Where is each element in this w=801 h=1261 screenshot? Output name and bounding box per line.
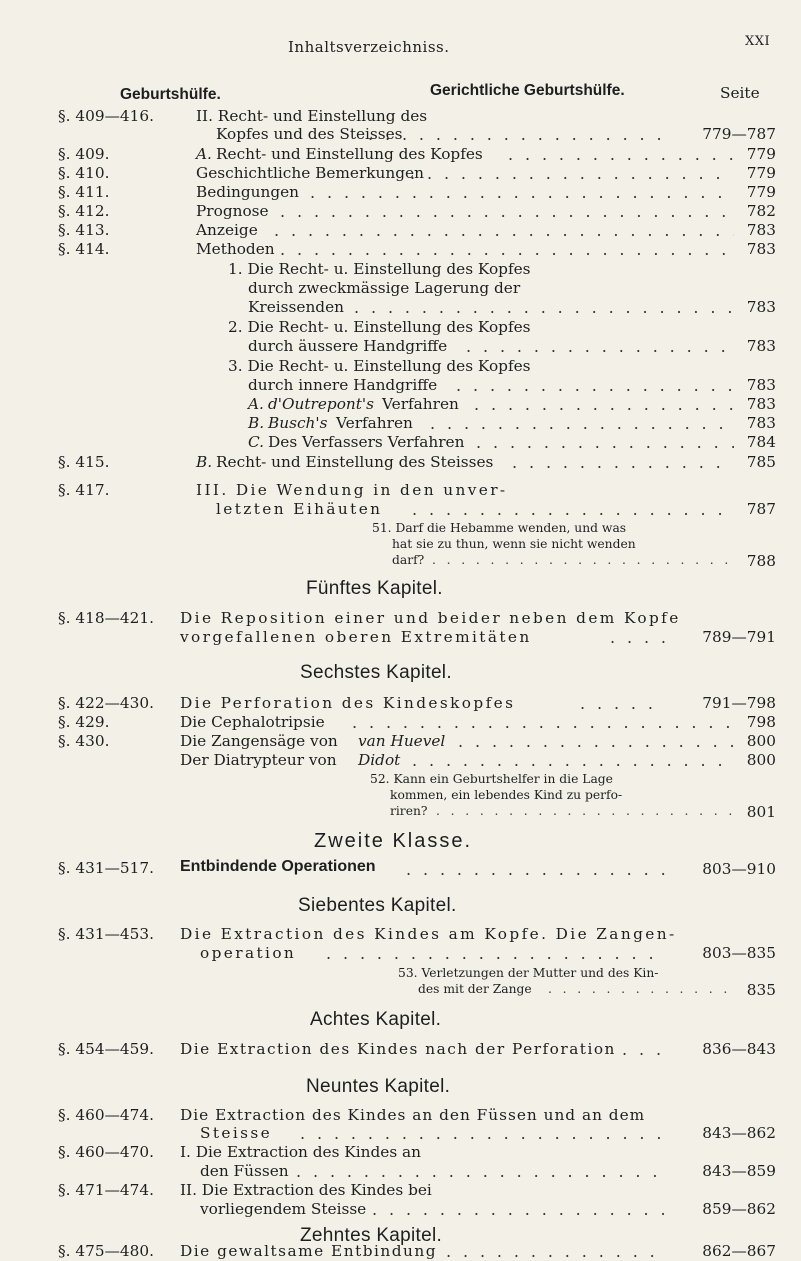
toc-entry-title: Geschichtliche Bemerkungen [196, 164, 424, 182]
toc-entry-title: den Füssen [200, 1162, 289, 1180]
toc-section-number: §. 471—474. [58, 1181, 154, 1199]
question-entry: riren? [390, 804, 428, 818]
toc-entry-title: Bedingungen [196, 183, 300, 201]
toc-page-ref: 789—791 [702, 628, 776, 646]
dot-leader [430, 414, 734, 433]
toc-page-ref: 800 [746, 732, 776, 750]
toc-subentry-title: 2. Die Recht- u. Einstellung des Kopfes [228, 318, 531, 336]
toc-section-number: §. 475—480. [58, 1242, 154, 1260]
toc-subentry-prefix: C. [248, 433, 265, 451]
page-column-label: Seite [720, 84, 760, 102]
dot-leader [508, 145, 734, 164]
toc-entry-title: II. Die Extraction des Kindes bei [180, 1181, 432, 1199]
toc-page-ref: 783 [746, 298, 776, 316]
toc-section-number: §. 413. [58, 221, 110, 239]
toc-page-ref: 800 [746, 751, 776, 769]
toc-section-number: §. 411. [58, 183, 110, 201]
column-heading-left: Geburtshülfe. [120, 86, 221, 103]
toc-page-ref: 783 [746, 376, 776, 394]
dot-leader [580, 694, 666, 713]
toc-page-ref: 779—787 [702, 125, 776, 143]
toc-page-ref: 787 [746, 500, 776, 518]
dot-leader [512, 453, 734, 472]
dot-leader [412, 751, 734, 770]
dot-leader [326, 944, 666, 963]
toc-page-ref: 859—862 [702, 1200, 776, 1218]
dot-leader [446, 1242, 666, 1261]
toc-section-number: §. 431—517. [58, 859, 154, 877]
toc-entry-title: Die Extraction des Kindes nach der Perforation [180, 1040, 616, 1058]
toc-subentry-prefix: A. [248, 395, 264, 413]
toc-entry-title: III. Die Wendung in den unver- [196, 481, 508, 499]
toc-entry-title: Die Extraction des Kindes am Kopfe. Die Zangen- [180, 925, 677, 943]
toc-page-ref: 779 [746, 164, 776, 182]
toc-entry-title: vorgefallenen oberen Extremitäten [180, 628, 532, 646]
toc-page-ref: 782 [746, 202, 776, 220]
dot-leader [476, 433, 734, 452]
toc-page-ref: 783 [746, 240, 776, 258]
toc-section-number: §. 460—470. [58, 1143, 154, 1161]
toc-entry-title: Die gewaltsame Entbindung [180, 1242, 438, 1260]
chapter-heading: Siebentes Kapitel. [298, 895, 457, 916]
toc-subentry-title: 1. Die Recht- u. Einstellung des Kopfes [228, 260, 531, 278]
question-entry: darf? [392, 553, 425, 567]
dot-leader [274, 221, 734, 240]
toc-entry-title: Anzeige [196, 221, 258, 239]
toc-section-number: §. 430. [58, 732, 110, 750]
toc-page-ref: 783 [746, 337, 776, 355]
chapter-heading: Neuntes Kapitel. [306, 1076, 451, 1097]
toc-page-ref: 836—843 [702, 1040, 776, 1058]
toc-section-number: §. 418—421. [58, 609, 154, 627]
toc-section-number: §. 417. [58, 481, 110, 499]
dot-leader [458, 732, 734, 751]
dot-leader [300, 1124, 666, 1143]
toc-section-number: §. 460—474. [58, 1106, 154, 1124]
running-title: Inhaltsverzeichniss. [288, 38, 450, 56]
question-entry: kommen, ein lebendes Kind zu perfo- [390, 788, 623, 802]
toc-entry-title: Kopfes und des Steisses [216, 125, 403, 143]
toc-subentry-title: Verfahren [336, 414, 413, 432]
toc-page-ref: 791—798 [702, 694, 776, 712]
toc-page-ref: 783 [746, 414, 776, 432]
dot-leader [466, 337, 734, 356]
chapter-heading: Fünftes Kapitel. [306, 578, 443, 599]
question-entry: des mit der Zange [418, 982, 532, 996]
toc-page-ref: 803—835 [702, 944, 776, 962]
dot-leader [412, 500, 734, 519]
dot-leader [436, 804, 732, 818]
dot-leader [432, 553, 732, 567]
dot-leader [280, 202, 734, 221]
toc-page-ref: 843—859 [702, 1162, 776, 1180]
dot-leader [610, 628, 666, 647]
toc-section-number: §. 410. [58, 164, 110, 182]
author-name: d'Outrepont's [268, 395, 374, 413]
toc-page-ref: 798 [746, 713, 776, 731]
toc-entry-title: I. Die Extraction des Kindes an [180, 1143, 422, 1161]
toc-entry-title: Methoden [196, 240, 275, 258]
toc-page-ref: 779 [746, 145, 776, 163]
toc-entry-title: Steisse [200, 1124, 273, 1142]
question-entry: 51. Darf die Hebamme wenden, und was [372, 521, 627, 535]
dot-leader [410, 164, 734, 183]
question-entry: 53. Verletzungen der Mutter und des Kin- [398, 966, 659, 980]
dot-leader [456, 376, 734, 395]
toc-entry-title: Prognose [196, 202, 269, 220]
class-heading: Zweite Klasse. [314, 830, 473, 852]
toc-section-number: §. 429. [58, 713, 110, 731]
toc-subentry-title: durch äussere Handgriffe [248, 337, 448, 355]
question-entry: hat sie zu thun, wenn sie nicht wenden [392, 537, 636, 551]
chapter-heading: Sechstes Kapitel. [300, 662, 452, 683]
dot-leader [548, 982, 734, 996]
toc-page-ref: 784 [746, 433, 776, 451]
toc-entry-prefix: A. [196, 145, 212, 163]
toc-page-ref: 788 [746, 552, 776, 570]
toc-page-ref: 785 [746, 453, 776, 471]
dot-leader [296, 1162, 666, 1181]
dot-leader [354, 298, 734, 317]
toc-page-ref: 801 [746, 803, 776, 821]
toc-section-number: §. 422—430. [58, 694, 154, 712]
toc-page-ref: 803—910 [702, 860, 776, 878]
dot-leader [372, 1200, 666, 1219]
toc-page-ref: 779 [746, 183, 776, 201]
question-entry: 52. Kann ein Geburtshelfer in die Lage [370, 772, 613, 786]
author-name: van Huevel [358, 732, 446, 750]
toc-entry-title: Die Cephalotripsie [180, 713, 325, 731]
column-heading-center: Gerichtliche Geburtshülfe. [430, 82, 625, 99]
toc-entry-title: Entbindende Operationen [180, 858, 376, 875]
toc-subentry-title: Verfahren [382, 395, 459, 413]
toc-section-number: §. 415. [58, 453, 110, 471]
toc-entry-title: letzten Eihäuten [216, 500, 383, 518]
toc-page-ref: 862—867 [702, 1242, 776, 1260]
dot-leader [310, 183, 734, 202]
toc-section-number: §. 412. [58, 202, 110, 220]
toc-section-number: §. 414. [58, 240, 110, 258]
toc-subentry-title: durch innere Handgriffe [248, 376, 438, 394]
page-number: XXI [745, 34, 771, 49]
author-name: Didot [358, 751, 401, 769]
toc-entry-title: Die Perforation des Kindeskopfes [180, 694, 516, 712]
author-name: Busch's [268, 414, 328, 432]
toc-entry-title: Recht- und Einstellung des Steisses [216, 453, 494, 471]
toc-entry-prefix: B. [196, 453, 213, 471]
toc-section-number: §. 431—453. [58, 925, 154, 943]
chapter-heading: Zehntes Kapitel. [300, 1225, 443, 1246]
toc-section-number: §. 409. [58, 145, 110, 163]
toc-subentry-title: Kreissenden [248, 298, 344, 316]
dot-leader [406, 860, 666, 879]
toc-subentry-title: 3. Die Recht- u. Einstellung des Kopfes [228, 357, 531, 375]
toc-entry-title: Der Diatrypteur von [180, 751, 337, 769]
toc-entry-title: vorliegendem Steisse [200, 1200, 367, 1218]
toc-subentry-title: Des Verfassers Verfahren [268, 433, 465, 451]
toc-section-number: §. 454—459. [58, 1040, 154, 1058]
dot-leader [352, 713, 734, 732]
dot-leader [622, 1040, 666, 1059]
toc-entry-title: Recht- und Einstellung des Kopfes [216, 145, 483, 163]
dot-leader [280, 240, 734, 259]
toc-page-ref: 783 [746, 395, 776, 413]
dot-leader [368, 125, 666, 144]
dot-leader [474, 395, 734, 414]
toc-entry-title: Die Zangensäge von [180, 732, 338, 750]
toc-page-ref: 843—862 [702, 1124, 776, 1142]
toc-subentry-prefix: B. [248, 414, 265, 432]
toc-entry-title: operation [200, 944, 297, 962]
toc-page-ref: 835 [746, 981, 776, 999]
toc-section-number: §. 409—416. [58, 107, 154, 125]
toc-subentry-title: durch zweckmässige Lagerung der [248, 279, 521, 297]
toc-entry-title: II. Recht- und Einstellung des [196, 107, 428, 125]
toc-entry-title: Die Reposition einer und beider neben dem Kopfe [180, 609, 681, 627]
toc-entry-title: Die Extraction des Kindes an den Füssen und an dem [180, 1106, 646, 1124]
chapter-heading: Achtes Kapitel. [310, 1009, 442, 1030]
toc-page-ref: 783 [746, 221, 776, 239]
